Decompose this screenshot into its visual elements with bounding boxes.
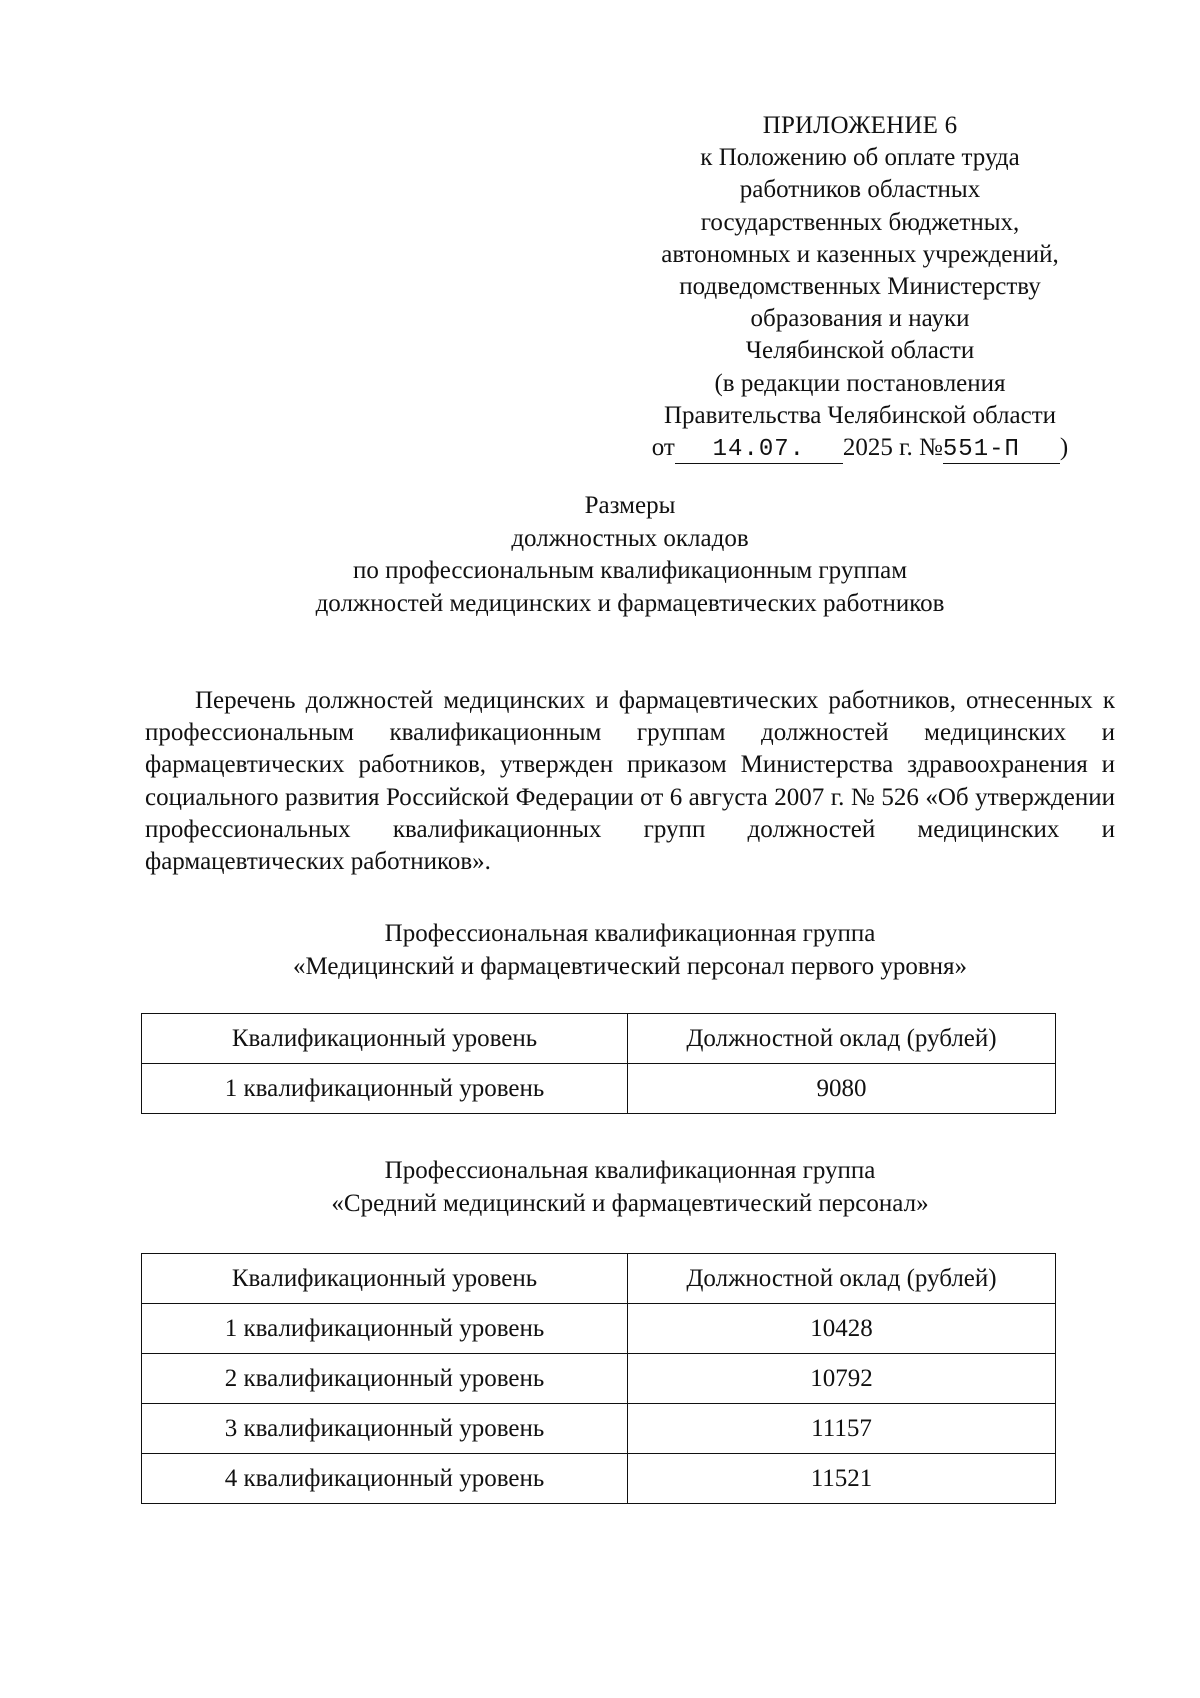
appendix-line: образования и науки [750, 305, 970, 333]
resolution-date-line [600, 432, 1120, 464]
column-header-salary: Должностной оклад (рублей) [628, 1254, 1056, 1304]
group-heading-line: Профессиональная квалификационная группа [384, 1157, 876, 1184]
appendix-title: ПРИЛОЖЕНИЕ 6 [762, 112, 958, 139]
salary-cell: 10428 [628, 1304, 1056, 1354]
resolution-number [943, 437, 1060, 464]
title-line: должностей медицинских и фармацевтических работников [315, 589, 945, 617]
table-row [142, 1304, 1056, 1354]
column-header-level: Квалификационный уровень [142, 1014, 628, 1064]
group-heading-line: «Медицинский и фармацевтический персонал первого уровня» [292, 952, 968, 980]
intro-paragraph: Перечень должностей медицинских и фармацевтических работников, отнесенных к профессиональным квалификационным группам должностей медицинских и фармацевтических работников, утвержден приказом Министерства здравоохранения и социального развития Российской Федерации от 6 августа 2007 г. № 526 «Об утверждении профессиональных квалификационных групп должностей медицинских и фармацевтических работников». [145, 687, 1115, 876]
level-cell: 1 квалификационный уровень [142, 1064, 628, 1114]
appendix-line: Правительства Челябинской области [663, 401, 1057, 429]
close-paren: ) [1059, 434, 1069, 462]
appendix-line: (в редакции постановления [714, 369, 1006, 397]
appendix-line: подведомственных Министерству [679, 273, 1041, 301]
group-heading-line: «Средний медицинский и фармацевтический персонал» [331, 1189, 929, 1217]
appendix-header [600, 110, 1120, 464]
resolution-date: 14.07. [675, 437, 843, 464]
appendix-line: к Положению об оплате труда [700, 144, 1020, 172]
appendix-line: Челябинской области [745, 337, 975, 365]
table-row [142, 1064, 1056, 1114]
resolution-year: 2025 г. № [842, 434, 943, 462]
group-heading [140, 918, 1120, 983]
table-row [142, 1404, 1056, 1454]
title-line: должностных окладов [511, 524, 749, 552]
salary-cell: 10792 [628, 1354, 1056, 1404]
salary-table [141, 1013, 1056, 1114]
group-heading [140, 1155, 1120, 1220]
resolution-number-value: 551-П [942, 436, 1020, 464]
table-header-row [142, 1254, 1056, 1304]
level-cell: 4 квалификационный уровень [142, 1454, 628, 1504]
table-row [142, 1454, 1056, 1504]
salary-cell: 11157 [628, 1404, 1056, 1454]
title-line: Размеры [584, 492, 676, 519]
column-header-salary: Должностной оклад (рублей) [628, 1014, 1056, 1064]
table-header-row [142, 1014, 1056, 1064]
appendix-line: государственных бюджетных, [700, 208, 1020, 236]
salary-cell: 9080 [628, 1064, 1056, 1114]
salary-table [141, 1253, 1056, 1504]
level-cell: 1 квалификационный уровень [142, 1304, 628, 1354]
group-heading-line: Профессиональная квалификационная группа [384, 920, 876, 947]
salary-cell: 11521 [628, 1454, 1056, 1504]
title-line: по профессиональным квалификационным группам [352, 557, 908, 584]
level-cell: 2 квалификационный уровень [142, 1354, 628, 1404]
column-header-level: Квалификационный уровень [142, 1254, 628, 1304]
document-title [140, 490, 1120, 620]
level-cell: 3 квалификационный уровень [142, 1404, 628, 1454]
date-prefix: от [651, 434, 675, 462]
appendix-line: работников областных [739, 176, 981, 204]
appendix-line: автономных и казенных учреждений, [661, 240, 1059, 268]
table-row [142, 1354, 1056, 1404]
